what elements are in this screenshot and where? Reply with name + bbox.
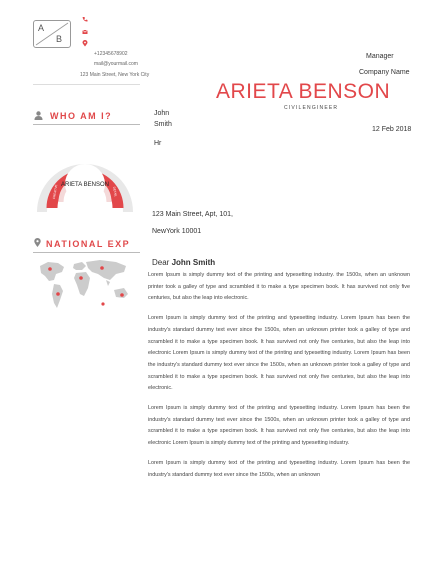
letter-paragraph-2: Lorem Ipsum is simply dummy text of the printing and typesetting industry. Lorem Ipsum has been the industry's standard dummy text ever since the 1500s, when an unknown printer took a galley of type and scrambled it to make a type specimen book. It has survived not only five centuries, but also the leap into electronic Lorem Ipsum is simply dummy text of the printing and typesetting industry. Lorem Ipsum has been the industry's standard dummy text ever since the 1500s, when an unknown printer took a galley of type and scrambled it to make a type specimen book. It has survived not only five centuries, but also the leap into electronic. bbox=[148, 315, 410, 392]
skills-gauge bbox=[30, 130, 140, 224]
gauge-label-top: PROFESSIONAL bbox=[73, 154, 97, 158]
salutation bbox=[152, 258, 215, 267]
section-who-am-i: WHO AM I? bbox=[50, 111, 113, 121]
candidate-title: CIVILENGINEER bbox=[284, 105, 339, 111]
person-icon bbox=[34, 111, 43, 120]
national-divider bbox=[33, 252, 140, 253]
contact-email: mail@yourmail.com bbox=[94, 61, 138, 67]
sender-address-line2: NewYork 10001 bbox=[152, 228, 202, 235]
location-pin-icon bbox=[34, 238, 41, 247]
addressee-first: John bbox=[154, 110, 170, 117]
addressee-dept: Hr bbox=[154, 140, 162, 147]
phone-icon bbox=[82, 16, 88, 22]
who-divider bbox=[33, 124, 140, 125]
salutation-prefix: Dear bbox=[152, 258, 170, 267]
recipient-company: Company Name bbox=[359, 69, 410, 76]
salutation-name: John Smith bbox=[171, 258, 216, 267]
section-national-exp: NATIONAL EXP bbox=[46, 239, 131, 249]
gauge-label-top-left: ORGANIZED bbox=[56, 157, 74, 171]
gauge-label-top-right: CREATIVE bbox=[97, 158, 112, 171]
logo bbox=[33, 20, 71, 48]
logo-letter-b: B bbox=[56, 34, 63, 44]
letter-paragraph-1: Lorem Ipsum is simply dummy text of the printing and typesetting industry. the 1500s, when an unknown printer took a galley of type and scrambled it to make a type specimen book. It has survived not only five centuries, but also the leap into electronic. bbox=[148, 272, 410, 302]
gauge-label-right: DETAIL bbox=[112, 186, 118, 198]
letter-date: 12 Feb 2018 bbox=[372, 126, 412, 133]
recipient-role: Manager bbox=[366, 53, 394, 60]
world-map bbox=[36, 258, 136, 316]
letter-paragraph-4: Lorem Ipsum is simply dummy text of the printing and typesetting industry. Lorem Ipsum has been the industry's standard dummy text ever since the 1500s, when an unknown bbox=[148, 459, 410, 478]
contact-address: 123 Main Street, New York City bbox=[80, 72, 150, 78]
gauge-label-left: CREATIVE bbox=[51, 184, 59, 200]
location-icon bbox=[82, 40, 88, 47]
email-icon bbox=[82, 29, 88, 35]
logo-letter-a: A bbox=[38, 23, 45, 33]
sender-address-line1: 123 Main Street, Apt, 101, bbox=[152, 211, 233, 218]
addressee-last: Smith bbox=[154, 121, 172, 128]
letter-body bbox=[148, 270, 410, 489]
contact-phone: +12345678902 bbox=[94, 51, 128, 57]
gauge-center-label: ARIETA BENSON bbox=[61, 182, 109, 188]
letter-paragraph-3: Lorem Ipsum is simply dummy text of the printing and typesetting industry. Lorem Ipsum has been the industry's standard dummy text ever since the 1500s, when an unknown printer took a galley of type and scrambled it to make a type specimen book. It has survived not only five centuries, but also the leap into electronic Lorem Ipsum is simply dummy text of the printing and typesetting industry. bbox=[148, 405, 410, 447]
contact-divider bbox=[33, 84, 140, 85]
candidate-name: ARIETA BENSON bbox=[216, 80, 391, 103]
